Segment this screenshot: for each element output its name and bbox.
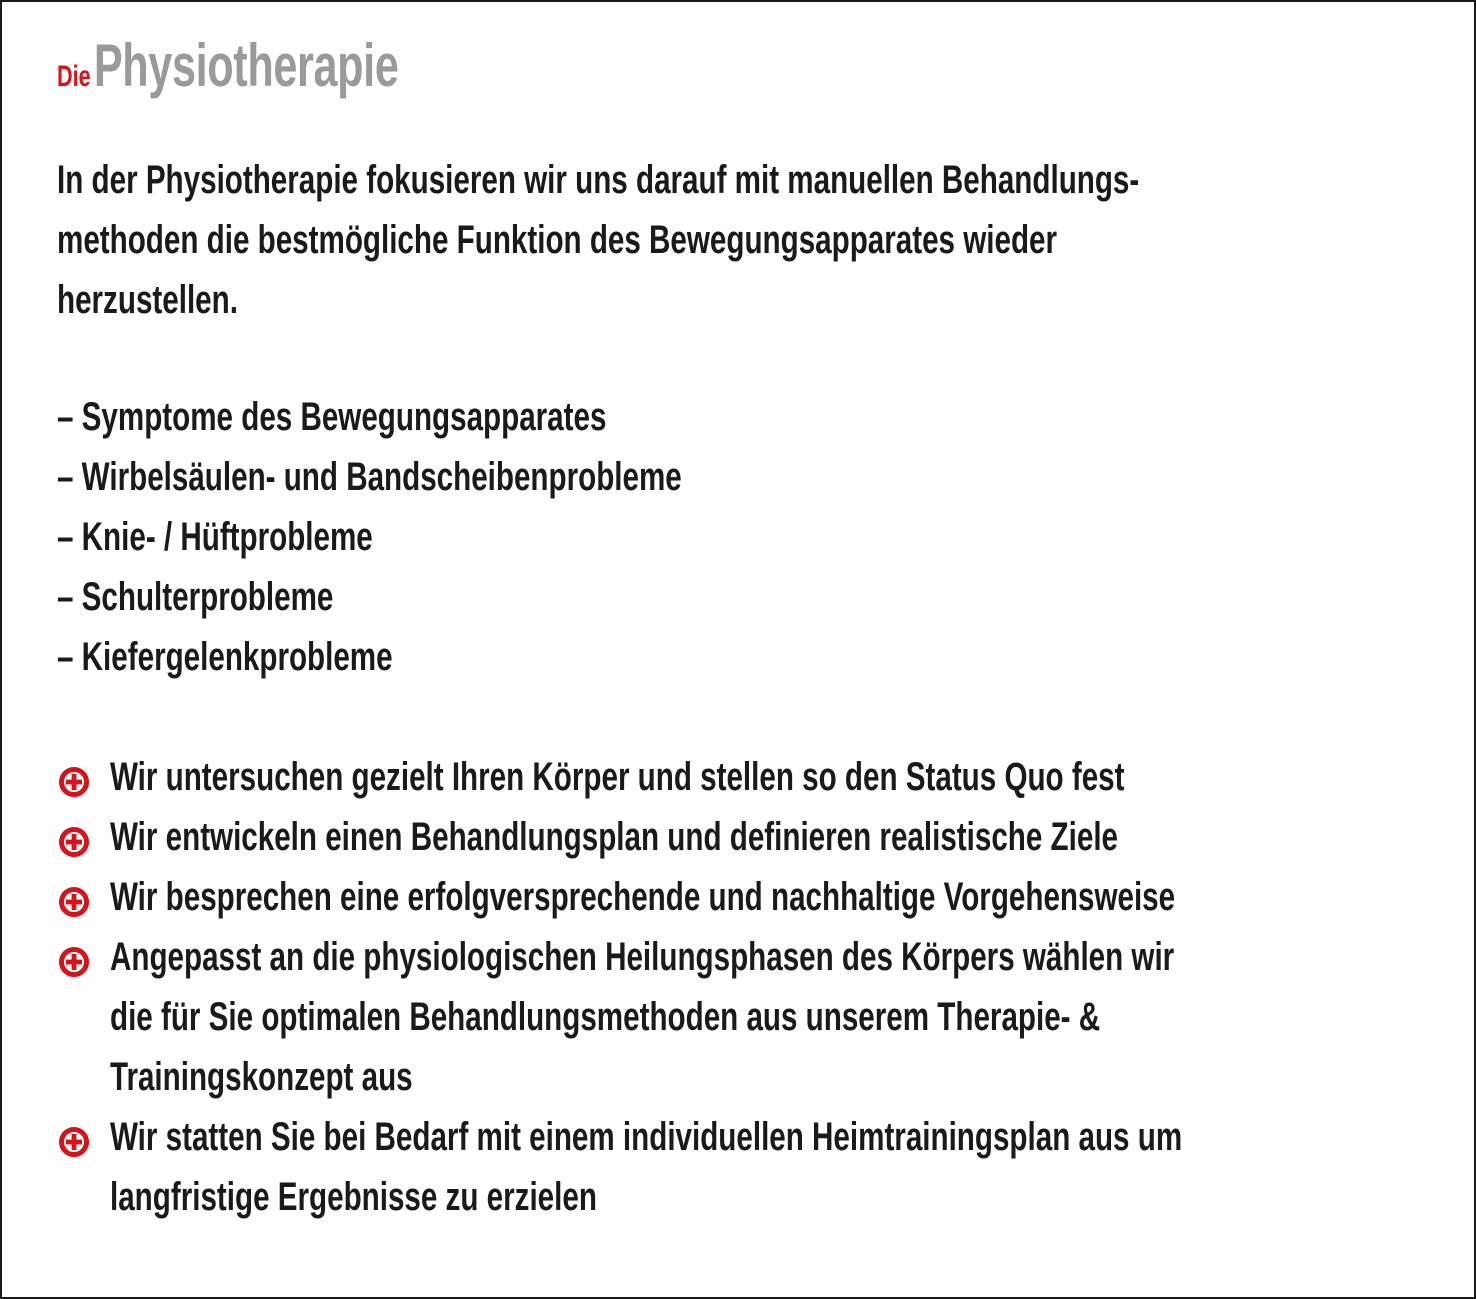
benefit-text: langfristige Ergebnisse zu erzielen — [110, 1175, 597, 1219]
benefit-text: Angepasst an die physiologischen Heilungsphasen des Körpers wählen wir — [110, 935, 1175, 979]
symptom-list — [57, 397, 901, 697]
page-title — [57, 32, 399, 99]
plus-circle-icon — [58, 946, 90, 978]
intro-line: herzustellen. — [57, 278, 238, 322]
symptom-item: – Kiefergelenkprobleme — [57, 635, 393, 679]
symptom-item: – Schulterprobleme — [57, 575, 334, 619]
benefit-text: Trainingskonzept aus — [110, 1055, 413, 1099]
benefit-item — [2, 1057, 1476, 1117]
plus-circle-icon — [58, 886, 90, 918]
benefit-text: die für Sie optimalen Behandlungsmethoden aus unserem Therapie- & — [110, 995, 1101, 1039]
benefit-item — [2, 877, 1476, 937]
title-prefix: Die — [57, 60, 91, 93]
intro-paragraph — [57, 160, 1476, 340]
symptom-item: – Wirbelsäulen- und Bandscheibenprobleme — [57, 455, 682, 499]
intro-line: In der Physiotherapie fokusieren wir uns darauf mit manuellen Behandlungs- — [57, 158, 1140, 202]
plus-circle-icon — [58, 1126, 90, 1158]
intro-line: methoden die bestmögliche Funktion des Bewegungsapparates wieder — [57, 218, 1058, 262]
benefit-item — [2, 997, 1476, 1057]
benefit-item — [2, 1117, 1476, 1177]
symptom-item: – Knie- / Hüftprobleme — [57, 515, 373, 559]
plus-circle-icon — [58, 766, 90, 798]
benefit-item — [2, 937, 1476, 997]
benefit-item — [2, 1177, 1476, 1237]
benefit-text: Wir untersuchen gezielt Ihren Körper und stellen so den Status Quo fest — [110, 755, 1125, 799]
benefit-text: Wir entwickeln einen Behandlungsplan und definieren realistische Ziele — [110, 815, 1119, 859]
benefit-item — [2, 757, 1476, 817]
title-main: Physiotherapie — [93, 32, 399, 99]
benefit-list — [2, 757, 1476, 1237]
benefit-text: Wir besprechen eine erfolgversprechende und nachhaltige Vorgehensweise — [110, 875, 1176, 919]
plus-circle-icon — [58, 826, 90, 858]
benefit-item — [2, 817, 1476, 877]
symptom-item: – Symptome des Bewegungsapparates — [57, 395, 607, 439]
benefit-text: Wir statten Sie bei Bedarf mit einem individuellen Heimtrainingsplan aus um — [110, 1115, 1183, 1159]
